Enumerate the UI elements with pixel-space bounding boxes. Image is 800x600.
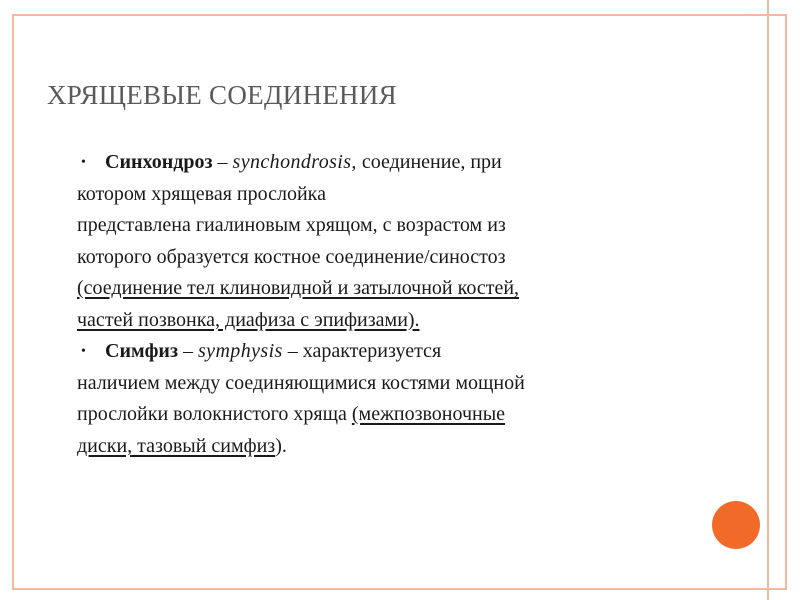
dash: – bbox=[178, 340, 198, 362]
line-text: представлена гиалиновым хрящом, с возрастом из bbox=[77, 214, 506, 236]
bullet-icon: • bbox=[81, 344, 86, 359]
example-text: диски, тазовый симфиз bbox=[77, 434, 276, 457]
line-text: соединение, при bbox=[356, 151, 502, 173]
term-synchondrosis: Синхондроз bbox=[105, 151, 213, 173]
decorative-circle bbox=[712, 501, 760, 549]
example-text: частей позвонка, диафиза с эпифизами). bbox=[77, 308, 420, 331]
latin-synchondrosis: synchondrosis, bbox=[232, 151, 357, 173]
example-text: (межпозвоночные bbox=[351, 403, 506, 425]
line-text: – характеризуется bbox=[282, 340, 442, 362]
bullet-icon: • bbox=[81, 155, 86, 170]
bullet-item-synchondrosis bbox=[77, 147, 697, 336]
line-text: наличием между соединяющимися костями мощной bbox=[77, 371, 525, 394]
example-text: (соединение тел клиновидной и затылочной костей, bbox=[77, 277, 520, 299]
latin-symphysis: symphysis bbox=[198, 340, 283, 362]
line-text: прослойки волокнистого хряща bbox=[77, 403, 352, 425]
term-symphysis: Симфиз bbox=[105, 340, 178, 362]
line-text: ). bbox=[275, 434, 287, 457]
bullet-item-symphysis bbox=[77, 336, 697, 462]
dash: – bbox=[212, 151, 233, 173]
line-text: котором хрящевая прослойка bbox=[77, 182, 326, 205]
slide-title: ХРЯЩЕВЫЕ СОЕДИНЕНИЯ bbox=[47, 80, 397, 110]
slide-body bbox=[77, 147, 697, 462]
line-text: которого образуется костное соединение/синостоз bbox=[77, 245, 506, 268]
slide-vertical-rule bbox=[767, 0, 769, 600]
